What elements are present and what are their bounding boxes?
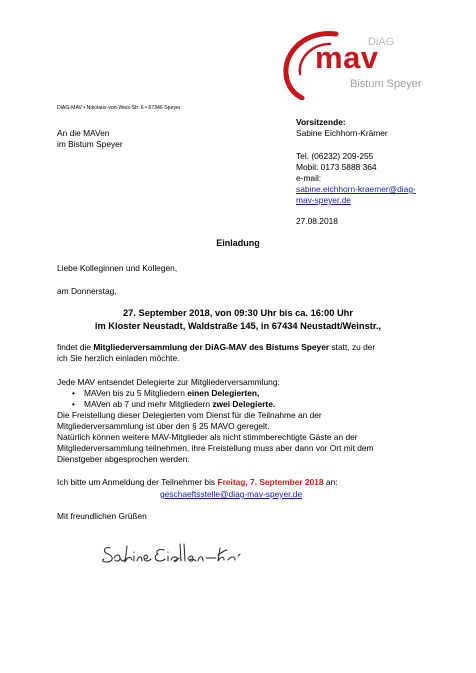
para1-line-2: ich Sie herzlich einladen möchte. xyxy=(57,353,180,363)
letter-date: 27.08.2018 xyxy=(296,216,338,226)
bullet1-bold: einen Delegierten, xyxy=(187,388,260,398)
recipient-line-2: im Bistum Speyer xyxy=(57,139,123,149)
para2-line-5: Mitgliederversammlung ist über den § 25 MAVO geregelt. xyxy=(57,421,270,431)
para3-post: an: xyxy=(323,477,338,487)
para3-line-1 xyxy=(57,477,338,488)
email-label: e-mail: xyxy=(296,173,322,183)
bullet2-bold: zwei Delegierte. xyxy=(212,399,276,409)
deadline-text: Freitag, 7. September 2018 xyxy=(217,477,324,487)
chair-label: Vorsitzende: xyxy=(296,117,346,127)
sender-address-line: DiAG-MAV • Nikolaus-von-Weis-Str. 6 • 67346 Speyer xyxy=(57,105,181,111)
para2-line-7: Mitgliederversammlung teilnehmen, ihre Freistellung muss aber dann vor Ort mit dem xyxy=(57,443,374,453)
event-date-time: 27. September 2018, von 09:30 Uhr bis ca. 16:00 Uhr xyxy=(123,308,353,318)
para1-pre: findet die xyxy=(57,342,94,352)
logo-diag-text: DiAG xyxy=(368,36,395,48)
para1-bold: Mitgliederversammlung der DiAG-MAV des Bistums Speyer xyxy=(93,342,330,352)
closing: Mit freundlichen Grüßen xyxy=(57,511,147,521)
chair-email-link-line-2[interactable]: mav-speyer.de xyxy=(296,195,351,205)
para2-line-8: Dienstgeber abgesprochen werden. xyxy=(57,454,190,464)
bullet1-pre: MAVen bis zu 5 Mitgliedern xyxy=(84,388,188,398)
para2-line-1: Jede MAV entsendet Delegierte zur Mitgliederversammlung: xyxy=(57,377,280,387)
logo-subtitle: Bistum Speyer xyxy=(350,78,422,90)
chair-email-link-line-1[interactable]: sabine.eichhorn-kraemer@diag- xyxy=(296,184,416,194)
greeting: Liebe Kolleginnen und Kollegen, xyxy=(57,263,178,273)
bullet-icon: • xyxy=(72,388,75,398)
para1-post: statt, zu der xyxy=(329,342,376,352)
event-location: im Kloster Neustadt, Waldstraße 145, in 67434 Neustadt/Weinstr., xyxy=(94,321,382,331)
para1-line-1 xyxy=(57,342,375,353)
chair-name: Sabine Eichhorn-Krämer xyxy=(296,128,388,138)
logo-mav-text: mav xyxy=(315,40,379,75)
bullet2-pre: MAVen ab 7 und mehr Mitgliedern xyxy=(84,399,213,409)
para3-pre: Ich bitte um Anmeldung der Teilnehmer bis xyxy=(57,477,218,487)
para2-line-4: Die Freistellung dieser Delegierten vom Dienst für die Teilnahme an der xyxy=(57,410,322,420)
handwritten-signature xyxy=(100,538,260,572)
intro-line: am Donnerstag, xyxy=(57,286,117,296)
mobile-number: Mobil: 0173 5888 364 xyxy=(296,162,377,172)
para2-line-6: Natürlich können weitere MAV-Mitglieder als nicht stimmberechtigte Gäste an der xyxy=(57,432,358,442)
bullet-icon: • xyxy=(72,399,75,409)
bullet-item-2 xyxy=(84,399,275,410)
recipient-line-1: An die MAVen xyxy=(57,128,110,138)
bullet-item-1 xyxy=(84,388,259,399)
phone-number: Tel. (06232) 209-255 xyxy=(296,151,374,161)
letter-title: Einladung xyxy=(216,238,260,248)
office-email-link[interactable]: geschaeftsstelle@diag-mav-speyer.de xyxy=(160,489,303,499)
